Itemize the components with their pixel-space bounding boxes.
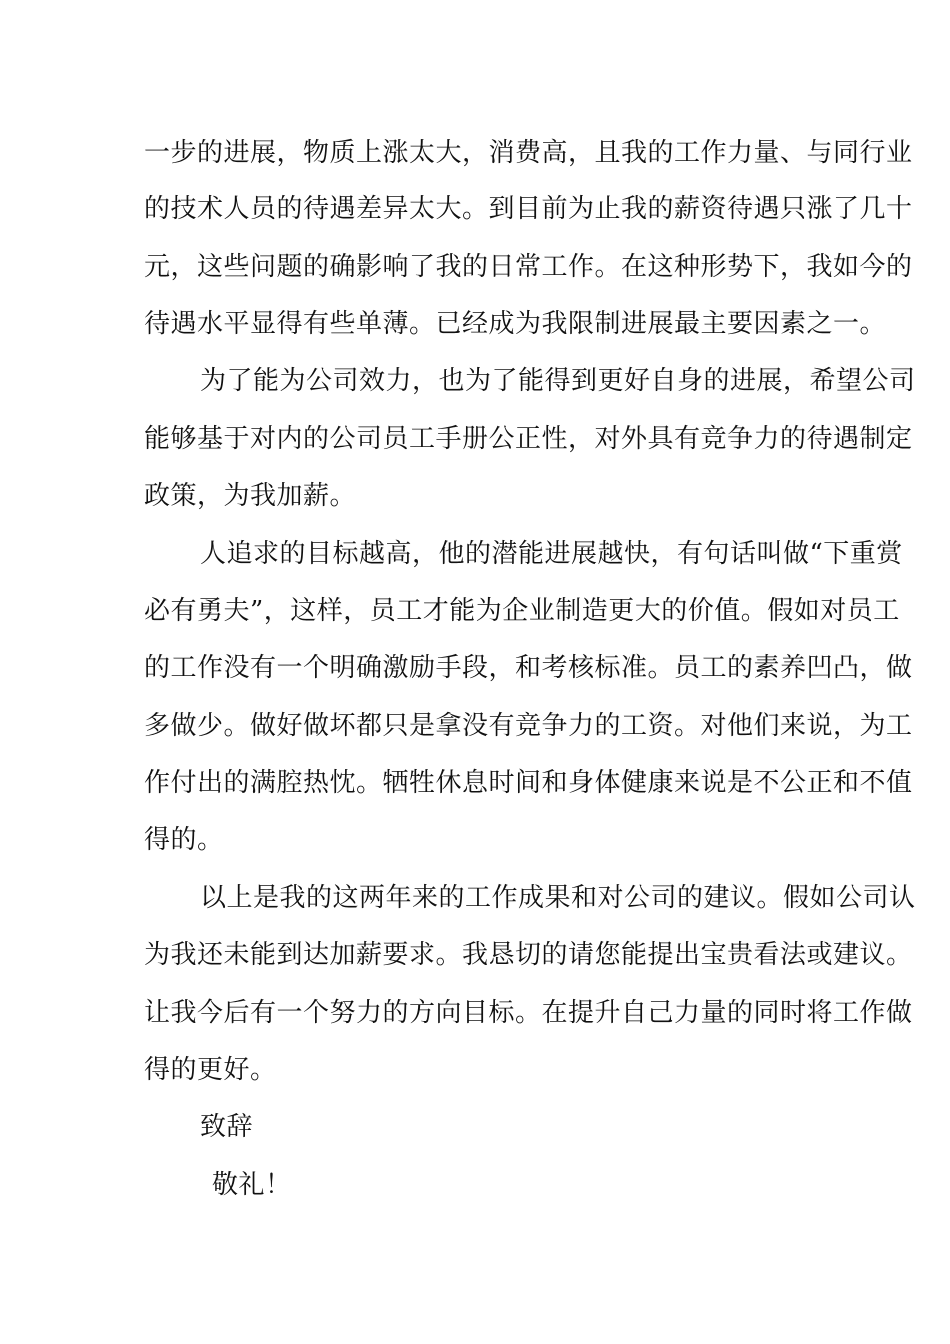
- paragraph-4-line-3: 让我今后有一个努力的方向目标。在提升自己力量的同时将工作做: [144, 998, 913, 1028]
- paragraph-1-line-4: 待遇水平显得有些单薄。已经成为我限制进展最主要因素之一。: [144, 309, 887, 339]
- closing-line-2: 敬礼！: [212, 1170, 292, 1200]
- closing-line-1: 致辞: [200, 1112, 254, 1142]
- paragraph-3-line-3: 的工作没有一个明确激励手段，和考核标准。员工的素养凹凸，做: [144, 653, 913, 683]
- paragraph-4-line-4: 得的更好。: [144, 1055, 277, 1085]
- paragraph-2-line-1: 为了能为公司效力，也为了能得到更好自身的进展，希望公司: [200, 366, 916, 396]
- paragraph-1-line-1: 一步的进展，物质上涨太大，消费高，且我的工作力量、与同行业: [144, 138, 913, 168]
- paragraph-3-line-6: 得的。: [144, 825, 224, 855]
- paragraph-4-line-1: 以上是我的这两年来的工作成果和对公司的建议。假如公司认: [200, 883, 916, 913]
- paragraph-3-line-2: 必有勇夫”，这样，员工才能为企业制造更大的价值。假如对员工: [144, 596, 900, 626]
- paragraph-2-line-3: 政策，为我加薪。: [144, 481, 357, 511]
- paragraph-1-line-3: 元，这些问题的确影响了我的日常工作。在这种形势下，我如今的: [144, 252, 913, 282]
- paragraph-3-line-1: 人追求的目标越高，他的潜能进展越快，有句话叫做“下重赏: [200, 539, 903, 569]
- paragraph-2-line-2: 能够基于对内的公司员工手册公正性，对外具有竞争力的待遇制定: [144, 424, 913, 454]
- paragraph-3-line-5: 作付出的满腔热忱。牺牲休息时间和身体健康来说是不公正和不值: [144, 768, 913, 798]
- paragraph-1-line-2: 的技术人员的待遇差异太大。到目前为止我的薪资待遇只涨了几十: [144, 194, 913, 224]
- paragraph-3-line-4: 多做少。做好做坏都只是拿没有竞争力的工资。对他们来说，为工: [144, 711, 913, 741]
- paragraph-4-line-2: 为我还未能到达加薪要求。我恳切的请您能提出宝贵看法或建议。: [144, 940, 913, 970]
